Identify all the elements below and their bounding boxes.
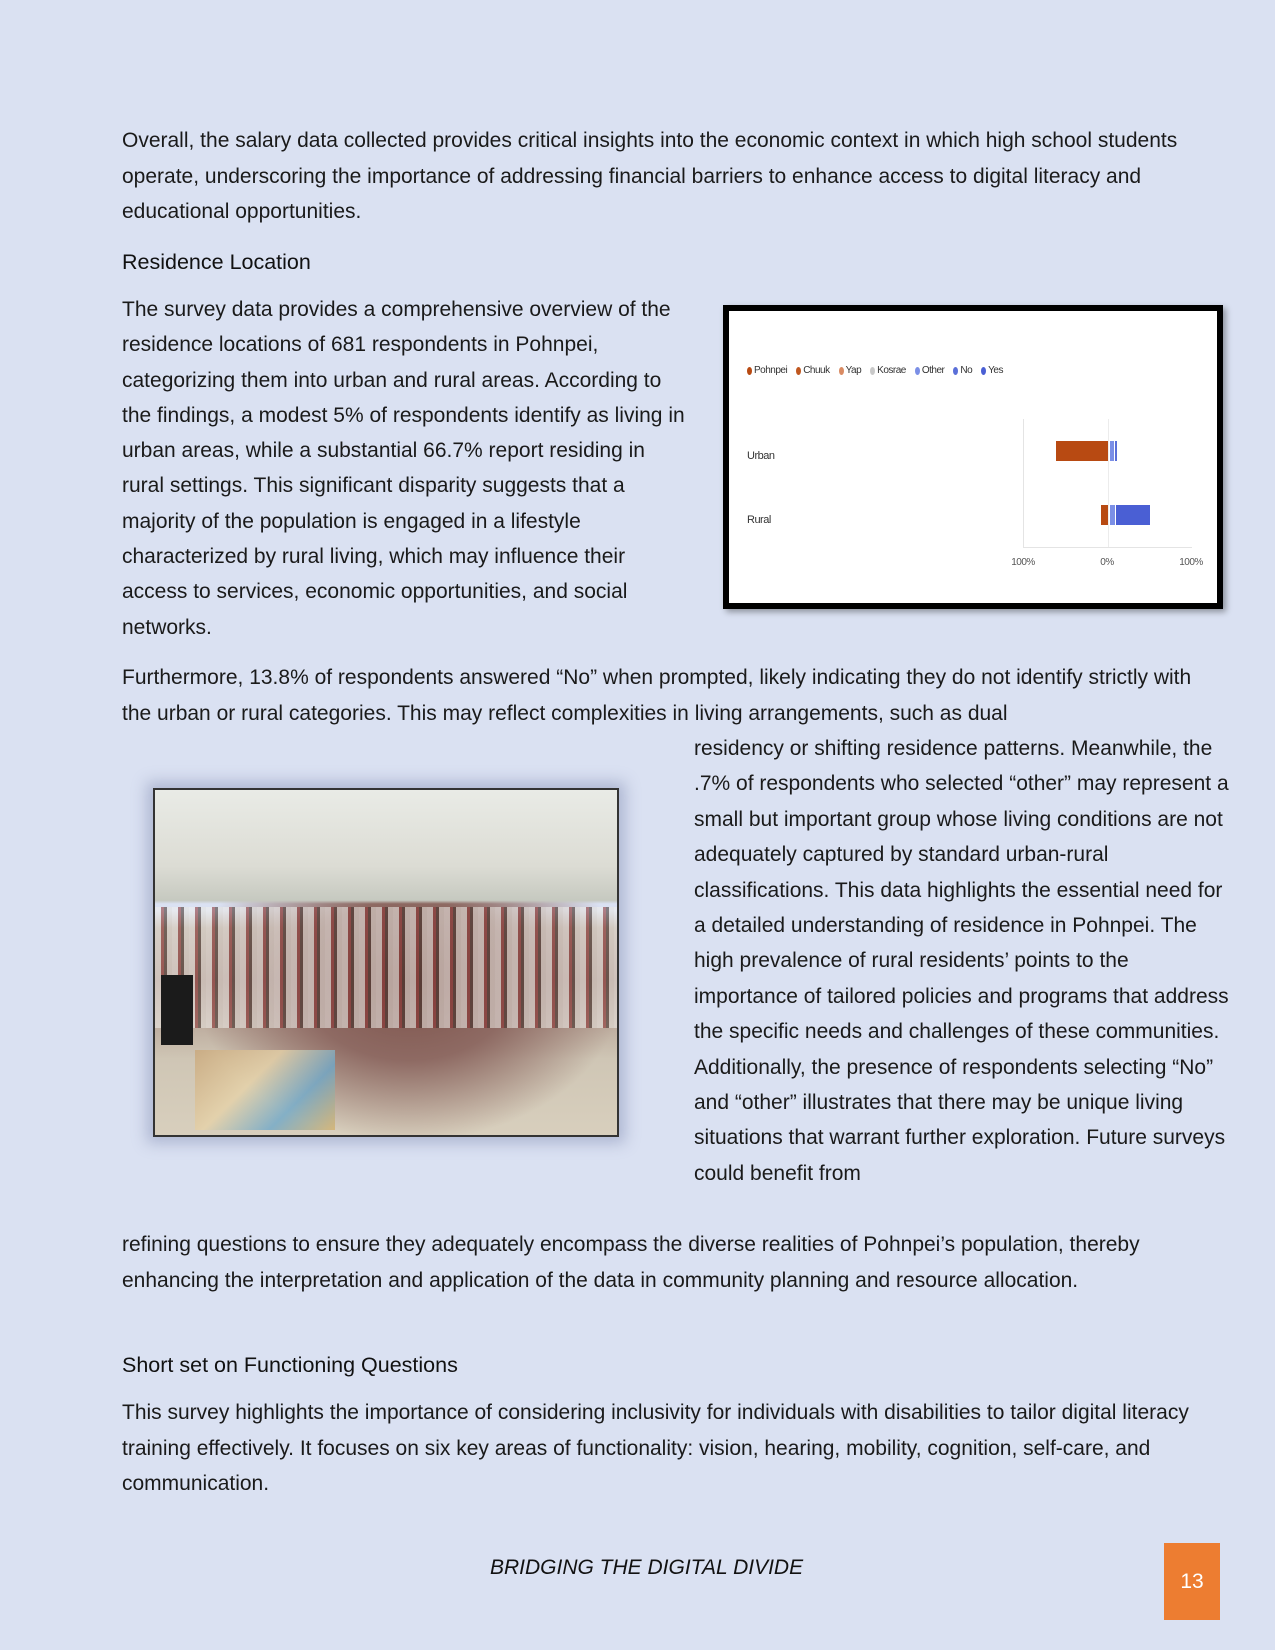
residence-paragraph-continued: Furthermore, 13.8% of respondents answered “No” when prompted, likely indicating they do not identify strictly with the urban or rural categories. This may reflect complexities in living arrangements, such as dual: [122, 666, 1192, 725]
functioning-paragraph: This survey highlights the importance of considering inclusivity for individuals with disabilities to tailor digital literacy training effectively. It focuses on six key areas of functionality: vision, hearing, mobility, cognition, self-care, and communication.: [122, 1401, 1189, 1495]
legend-label: Yap: [845, 365, 862, 376]
page-number: 13: [1164, 1543, 1220, 1620]
legend-item: [915, 365, 945, 376]
legend-dot-icon: [839, 367, 844, 375]
residence-paragraph-wrap: residency or shifting residence patterns. Meanwhile, the .7% of respondents who selected “other” may represent a small but important group whose living conditions are not adequately captured by standard urban-rural classifications. This data highlights the essential need for a detailed understanding of residence in Pohnpei. The high prevalence of rural residents’ points to the importance of tailored policies and programs that address the specific needs and challenges of these communities. Additionally, the presence of respondents selecting “No” and “other” illustrates that there may be unique living situations that warrant further exploration. Future surveys could benefit from: [694, 737, 1229, 1185]
students-hall-photo: [153, 788, 619, 1137]
intro-paragraph: Overall, the salary data collected provides critical insights into the economic context in which high school students operate, underscoring the importance of addressing financial barriers to enhance access to digital literacy and educational opportunities.: [122, 129, 1178, 223]
legend-label: No: [960, 365, 973, 376]
legend-dot-icon: [870, 367, 875, 375]
chart-legend: [747, 365, 1003, 376]
residence-chart: [723, 305, 1223, 609]
legend-item: [953, 365, 972, 376]
legend-dot-icon: [953, 367, 958, 375]
functioning-heading: Short set on Functioning Questions: [122, 1353, 458, 1377]
legend-item: [839, 365, 862, 376]
chart-bar: [1110, 505, 1115, 525]
legend-label: Kosrae: [877, 365, 906, 376]
legend-dot-icon: [981, 367, 986, 375]
chart-plot-area: [1023, 419, 1192, 548]
legend-item: [747, 365, 787, 376]
residence-paragraph: The survey data provides a comprehensive overview of the residence locations of 681 respondents in Pohnpei, categorizing them into urban and rural areas. According to the findings, a modest 5% of respondents identify as living in urban areas, while a substantial 66.7% report residing in rural settings. This significant disparity suggests that a majority of the population is engaged in a lifestyle characterized by rural living, which may influence their access to services, economic opportunities, and social networks.: [122, 298, 685, 639]
x-tick-left: 100%: [1011, 557, 1035, 568]
chart-bar: [1056, 441, 1108, 461]
legend-dot-icon: [796, 367, 801, 375]
legend-label: Yes: [988, 365, 1003, 376]
legend-item: [981, 365, 1003, 376]
chart-bar: [1115, 441, 1117, 461]
zero-line: [1108, 419, 1109, 547]
legend-item: [870, 365, 906, 376]
chart-bar: [1110, 441, 1114, 461]
legend-label: Chuuk: [803, 365, 830, 376]
x-tick-right: 100%: [1179, 557, 1203, 568]
photo-boxes: [195, 1050, 335, 1130]
legend-label: Other: [921, 365, 945, 376]
chart-category-urban: Urban: [747, 450, 775, 462]
chart-bar: [1116, 505, 1150, 525]
footer-title: BRIDGING THE DIGITAL DIVIDE: [490, 1556, 804, 1579]
legend-dot-icon: [915, 367, 920, 375]
photo-crowd: [155, 907, 617, 1028]
chart-category-rural: Rural: [747, 514, 771, 526]
residence-paragraph-end: refining questions to ensure they adequately encompass the diverse realities of Pohnpei’s population, thereby enhancing the interpretation and application of the data in community planning and resource allocation.: [122, 1233, 1140, 1292]
legend-item: [796, 365, 829, 376]
residence-heading: Residence Location: [122, 250, 311, 274]
chart-bar: [1101, 505, 1108, 525]
legend-label: Pohnpei: [754, 365, 788, 376]
photo-speaker: [161, 975, 193, 1045]
legend-dot-icon: [747, 367, 752, 375]
x-tick-center: 0%: [1100, 557, 1114, 568]
